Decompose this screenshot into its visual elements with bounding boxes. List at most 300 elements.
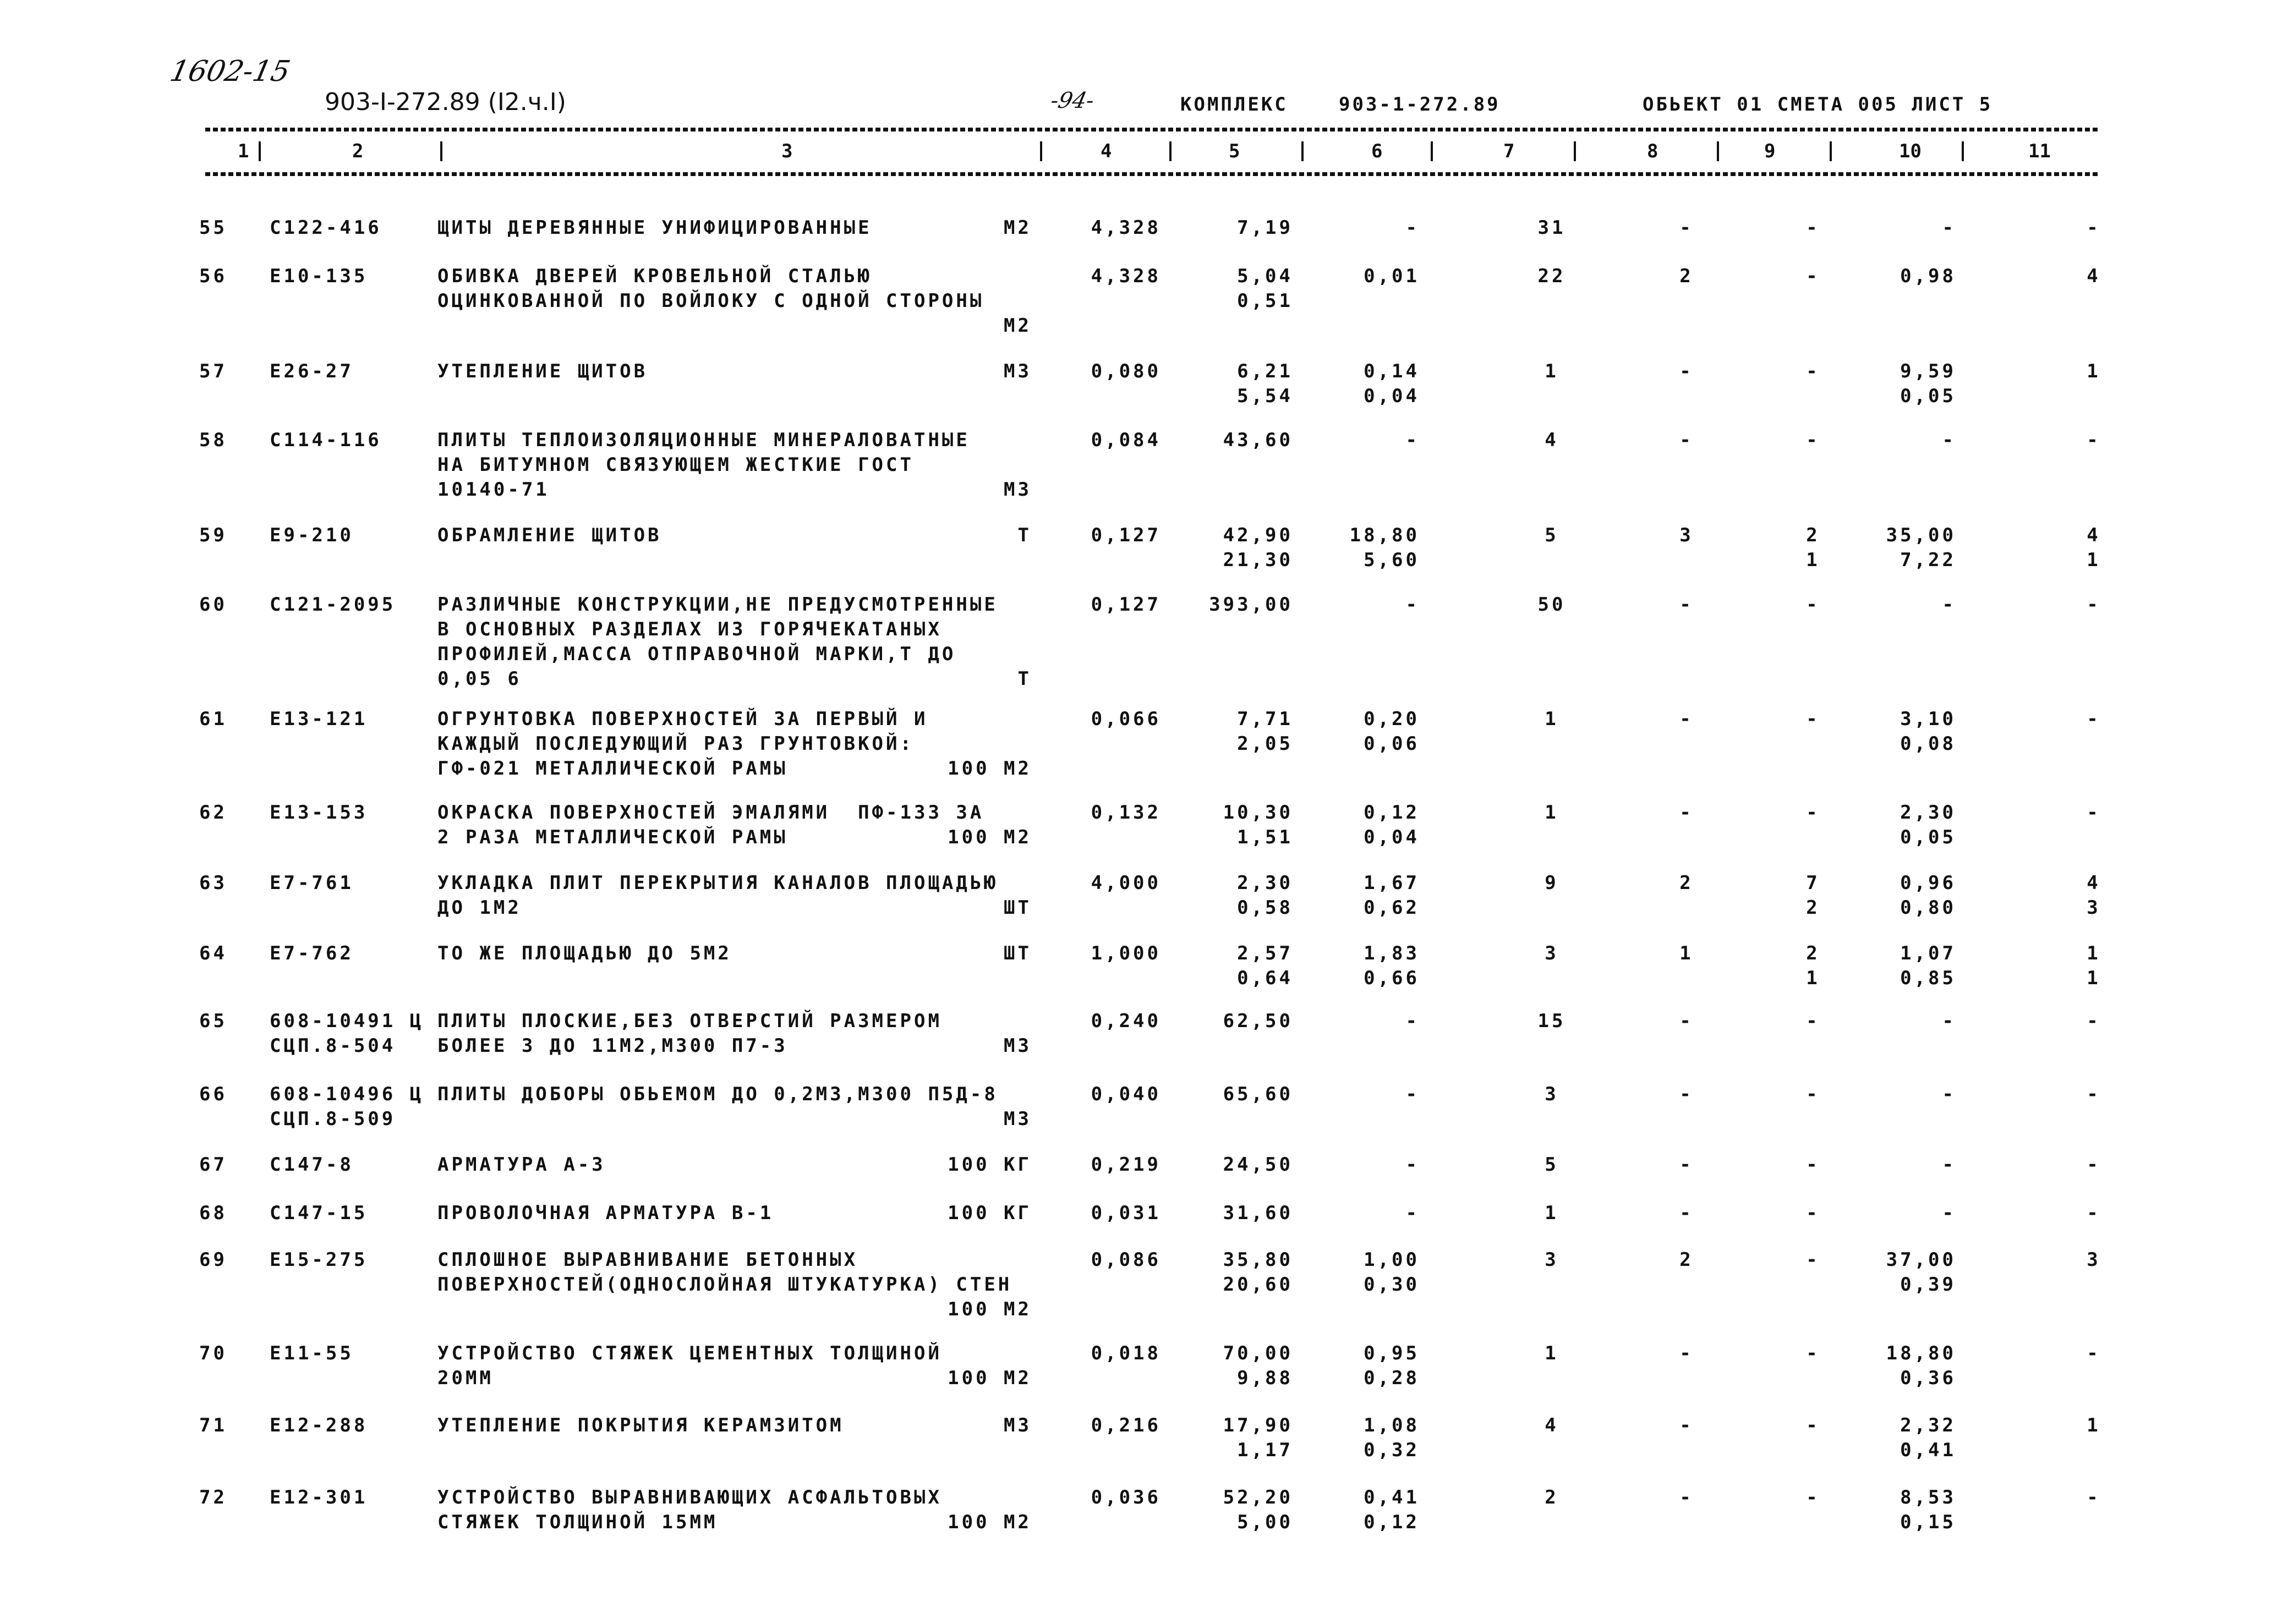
row-number: 67 <box>199 1154 227 1176</box>
unit-cost <box>1189 871 1293 920</box>
machine-cost <box>1321 1153 1420 1177</box>
column-8-value <box>1656 871 1717 896</box>
quantity: 0,018 <box>1091 1342 1161 1364</box>
total-cost: 1 <box>1545 802 1559 824</box>
column-11-value <box>2063 1485 2124 1510</box>
work-description <box>437 800 1032 850</box>
labor-value-line: 1,07 <box>1900 942 1956 964</box>
column-header-4: 4 <box>1101 140 1112 162</box>
unit-of-measure: М3 <box>1004 1414 1032 1436</box>
row-number: 68 <box>199 1202 227 1224</box>
column-header-2: 2 <box>352 140 364 162</box>
column-header-3: 3 <box>781 140 793 162</box>
labor-value-line: 0,15 <box>1900 1511 1956 1533</box>
column-11-value <box>2063 707 2124 732</box>
labor-value-line: - <box>1942 429 1956 451</box>
unit-cost-line: 393,00 <box>1209 594 1293 616</box>
column-8-value <box>1656 1082 1717 1107</box>
machine-cost <box>1321 707 1420 756</box>
column-11-value <box>2063 1153 2124 1177</box>
unit-of-measure: ШТ <box>1004 897 1032 919</box>
object-info: ОБЬЕКТ 01 СМЕТА 005 ЛИСТ 5 <box>1643 94 1993 116</box>
quantity: 4,000 <box>1091 872 1161 894</box>
labor-value-line: 7,22 <box>1900 549 1956 571</box>
labor-value <box>1854 1082 1956 1107</box>
machine-cost-line: 0,04 <box>1364 826 1420 848</box>
machine-cost <box>1321 941 1420 991</box>
rate-code-line: Е7-761 <box>270 872 354 894</box>
column-9-value-line: 2 <box>1806 897 1820 919</box>
unit-of-measure: М3 <box>1004 1035 1032 1057</box>
column-8-value <box>1656 1413 1717 1438</box>
column-8-value <box>1656 941 1717 966</box>
labor-value <box>1854 1413 1956 1463</box>
rate-code-line: Е11-55 <box>270 1342 354 1364</box>
rate-code <box>270 1009 424 1058</box>
quantity: 0,086 <box>1091 1249 1161 1271</box>
column-8-value-line: - <box>1679 1342 1694 1364</box>
labor-value-line: 0,85 <box>1900 967 1956 989</box>
unit-cost <box>1189 800 1293 850</box>
rate-code-line: Е9-210 <box>270 524 354 546</box>
row-number: 57 <box>199 360 227 382</box>
machine-cost <box>1321 871 1420 920</box>
row-number: 63 <box>199 872 227 894</box>
unit-cost-line: 52,20 <box>1223 1486 1293 1508</box>
total-cost: 1 <box>1545 360 1559 382</box>
column-8-value <box>1656 1341 1717 1366</box>
machine-cost <box>1321 1082 1420 1107</box>
column-8-value <box>1656 707 1717 732</box>
row-number: 62 <box>199 802 227 824</box>
row-number: 55 <box>199 217 227 239</box>
labor-value <box>1854 871 1956 920</box>
labor-value <box>1854 941 1956 991</box>
quantity: 0,036 <box>1091 1486 1161 1508</box>
rate-code-line: Е12-288 <box>270 1414 368 1436</box>
column-11-value-line: - <box>2087 1486 2101 1508</box>
labor-value <box>1854 1153 1956 1177</box>
work-description <box>437 359 1032 384</box>
work-description-line: ПРОФИЛЕЙ,МАССА ОТПРАВОЧНОЙ МАРКИ,Т ДО <box>437 643 956 665</box>
rate-code <box>270 941 354 966</box>
row-number: 56 <box>199 265 227 287</box>
row-number: 61 <box>199 708 227 730</box>
column-11-value-line: 1 <box>2087 549 2101 571</box>
column-8-value-line: 1 <box>1679 942 1694 964</box>
column-11-value-line: 4 <box>2087 265 2101 287</box>
machine-cost-line: - <box>1405 1083 1420 1105</box>
rate-code <box>270 264 368 289</box>
column-11-value-line: - <box>2087 1202 2101 1224</box>
labor-value-line: - <box>1942 1154 1956 1176</box>
rate-code <box>270 1082 424 1132</box>
total-cost: 9 <box>1545 872 1559 894</box>
unit-cost <box>1189 264 1293 314</box>
rate-code <box>270 359 354 384</box>
unit-cost <box>1189 1485 1293 1535</box>
column-11-value <box>2063 1082 2124 1107</box>
work-description-line: УСТРОЙСТВО ВЫРАВНИВАЮЩИХ АСФАЛЬТОВЫХ <box>437 1486 942 1508</box>
unit-cost <box>1189 707 1293 756</box>
column-11-value <box>2063 264 2124 289</box>
total-cost: 4 <box>1545 1414 1559 1436</box>
column-9-value-line: - <box>1806 217 1820 239</box>
quantity: 0,080 <box>1091 360 1161 382</box>
column-8-value-line: - <box>1679 429 1694 451</box>
unit-cost <box>1189 1082 1293 1107</box>
machine-cost-line: 0,20 <box>1364 708 1420 730</box>
work-description-line: 20ММ 100 М2 <box>437 1366 1032 1391</box>
labor-value-line: 0,96 <box>1900 872 1956 894</box>
unit-cost-line: 5,04 <box>1237 265 1293 287</box>
column-11-value-line: - <box>2087 217 2101 239</box>
total-cost: 3 <box>1545 1083 1559 1105</box>
machine-cost-line: 0,41 <box>1364 1486 1420 1508</box>
column-8-value-line: 2 <box>1679 265 1694 287</box>
labor-value <box>1854 1248 1956 1297</box>
column-8-value <box>1656 359 1717 384</box>
total-cost: 1 <box>1545 1342 1559 1364</box>
labor-value-line: 35,00 <box>1886 524 1956 546</box>
total-cost: 50 <box>1537 594 1566 616</box>
work-description-line: БОЛЕЕ 3 ДО 11М2,М300 П7-3 М3 <box>437 1034 1032 1058</box>
machine-cost <box>1321 428 1420 453</box>
work-description-line: ПЛИТЫ ТЕПЛОИЗОЛЯЦИОННЫЕ МИНЕРАЛОВАТНЫЕ <box>437 429 970 451</box>
unit-of-measure: 100 М2 <box>948 1511 1032 1533</box>
unit-cost-line: 2,30 <box>1237 872 1293 894</box>
work-description <box>437 871 1032 920</box>
column-11-value <box>2063 941 2124 991</box>
quantity: 0,040 <box>1091 1083 1161 1105</box>
machine-cost-line: 0,62 <box>1364 897 1420 919</box>
column-9-value <box>1783 216 1843 240</box>
work-description <box>437 428 1032 502</box>
column-9-value <box>1783 428 1843 453</box>
column-11-value-line: - <box>2087 1010 2101 1032</box>
work-description <box>437 592 1032 692</box>
rate-code <box>270 871 354 896</box>
column-separator <box>1301 141 1304 161</box>
column-8-value-line: - <box>1679 1010 1694 1032</box>
work-description-line: ПОВЕРХНОСТЕЙ(ОДНОСЛОЙНАЯ ШТУКАТУРКА) СТЕН <box>437 1274 1012 1296</box>
rate-code-line: С121-2095 <box>270 594 396 616</box>
work-description <box>437 1009 1032 1058</box>
column-11-value-line: 1 <box>2087 942 2101 964</box>
rate-code-line: С147-8 <box>270 1154 354 1176</box>
row-number: 60 <box>199 594 227 616</box>
total-cost: 3 <box>1545 942 1559 964</box>
row-number: 59 <box>199 524 227 546</box>
header-divider-top <box>205 128 2100 131</box>
unit-cost-line: 0,51 <box>1237 290 1293 312</box>
machine-cost-line: 0,04 <box>1364 385 1420 407</box>
quantity: 0,132 <box>1091 802 1161 824</box>
machine-cost-line: 0,30 <box>1364 1274 1420 1296</box>
total-cost: 1 <box>1545 708 1559 730</box>
column-9-value <box>1783 800 1843 825</box>
total-cost: 2 <box>1545 1486 1559 1508</box>
work-description-line: СПЛОШНОЕ ВЫРАВНИВАНИЕ БЕТОННЫХ <box>437 1249 858 1271</box>
column-9-value <box>1783 1082 1843 1107</box>
unit-cost <box>1189 941 1293 991</box>
column-8-value <box>1656 1201 1717 1226</box>
work-description-line: 0,05 6 Т <box>437 667 1032 692</box>
labor-value <box>1854 428 1956 453</box>
labor-value-line: 9,59 <box>1900 360 1956 382</box>
unit-of-measure: Т <box>1017 524 1032 546</box>
unit-cost-line: 5,00 <box>1237 1511 1293 1533</box>
unit-of-measure: М3 <box>1004 1108 1032 1130</box>
rate-code-line: С114-116 <box>270 429 382 451</box>
work-description-line: ПЛИТЫ ПЛОСКИЕ,БЕЗ ОТВЕРСТИЙ РАЗМЕРОМ <box>437 1010 942 1032</box>
column-11-value-line: 4 <box>2087 524 2101 546</box>
column-8-value-line: 3 <box>1679 524 1694 546</box>
machine-cost-line: - <box>1405 1010 1420 1032</box>
machine-cost <box>1321 1201 1420 1226</box>
column-9-value-line: - <box>1806 360 1820 382</box>
column-11-value <box>2063 523 2124 573</box>
column-8-value-line: - <box>1679 1154 1694 1176</box>
quantity: 4,328 <box>1091 265 1161 287</box>
work-description <box>437 707 1032 781</box>
quantity: 0,127 <box>1091 594 1161 616</box>
unit-cost <box>1189 1413 1293 1463</box>
column-11-value-line: - <box>2087 802 2101 824</box>
machine-cost <box>1321 800 1420 850</box>
machine-cost <box>1321 592 1420 617</box>
work-description-line <box>437 1107 1032 1132</box>
unit-cost <box>1189 1341 1293 1391</box>
work-description <box>437 1082 1032 1132</box>
column-9-value-line: - <box>1806 265 1820 287</box>
unit-of-measure: 100 КГ <box>948 1202 1032 1224</box>
column-11-value <box>2063 1413 2124 1438</box>
quantity: 0,031 <box>1091 1202 1161 1224</box>
quantity: 4,328 <box>1091 217 1161 239</box>
column-9-value-line: - <box>1806 1249 1820 1271</box>
column-9-value <box>1783 707 1843 732</box>
column-8-value <box>1656 264 1717 289</box>
labor-value <box>1854 1485 1956 1535</box>
column-8-value-line: - <box>1679 360 1694 382</box>
unit-cost-line: 0,64 <box>1237 967 1293 989</box>
column-header-10: 10 <box>1899 140 1922 162</box>
column-11-value <box>2063 1248 2124 1272</box>
complex-label: КОМПЛЕКС <box>1180 94 1288 116</box>
machine-cost-line: - <box>1405 594 1420 616</box>
quantity: 0,066 <box>1091 708 1161 730</box>
unit-of-measure: 100 М2 <box>948 826 1032 848</box>
unit-cost-line: 1,51 <box>1237 826 1293 848</box>
work-description <box>437 1413 1032 1438</box>
machine-cost-line: 0,28 <box>1364 1367 1420 1389</box>
work-description <box>437 264 1032 338</box>
labor-value <box>1854 1009 1956 1034</box>
document-code: 903-I-272.89 (I2.ч.I) <box>325 88 566 116</box>
column-8-value-line: - <box>1679 217 1694 239</box>
rate-code-line: Е10-135 <box>270 265 368 287</box>
unit-cost-line: 42,90 <box>1223 524 1293 546</box>
work-description-line: ОКРАСКА ПОВЕРХНОСТЕЙ ЭМАЛЯМИ ПФ-133 ЗА <box>437 802 984 824</box>
row-number: 72 <box>199 1486 227 1508</box>
column-11-value-line: 1 <box>2087 1414 2101 1436</box>
work-description <box>437 1248 1032 1322</box>
column-8-value-line: - <box>1679 708 1694 730</box>
work-description-line: УТЕПЛЕНИЕ ЩИТОВ М3 <box>437 359 1032 384</box>
column-8-value <box>1656 428 1717 453</box>
rate-code-line: 608-10491 Ц <box>270 1010 424 1032</box>
unit-of-measure: 100 М2 <box>948 1367 1032 1389</box>
labor-value <box>1854 1201 1956 1226</box>
column-9-value <box>1783 592 1843 617</box>
labor-value-line: - <box>1942 594 1956 616</box>
header-divider-bottom <box>205 172 2100 176</box>
column-header-8: 8 <box>1647 140 1658 162</box>
column-8-value <box>1656 1485 1717 1510</box>
unit-cost-line: 9,88 <box>1237 1367 1293 1389</box>
column-11-value-line: - <box>2087 594 2101 616</box>
machine-cost-line: 0,12 <box>1364 1511 1420 1533</box>
work-description-line: ОБРАМЛЕНИЕ ЩИТОВ Т <box>437 523 1032 548</box>
column-9-value-line: 1 <box>1806 967 1820 989</box>
column-9-value-line: - <box>1806 1486 1820 1508</box>
work-description-line: ДО 1М2 ШТ <box>437 896 1032 920</box>
quantity: 0,084 <box>1091 429 1161 451</box>
machine-cost <box>1321 1413 1420 1463</box>
labor-value-line: 2,30 <box>1900 802 1956 824</box>
machine-cost-line: 0,14 <box>1364 360 1420 382</box>
column-8-value-line: 2 <box>1679 1249 1694 1271</box>
column-separator <box>1830 141 1832 161</box>
labor-value <box>1854 592 1956 617</box>
unit-cost-line: 7,71 <box>1237 708 1293 730</box>
machine-cost <box>1321 1248 1420 1297</box>
row-number: 64 <box>199 942 227 964</box>
row-number: 65 <box>199 1010 227 1032</box>
unit-cost-line: 20,60 <box>1223 1274 1293 1296</box>
row-number: 71 <box>199 1414 227 1436</box>
labor-value-line: 37,00 <box>1886 1249 1956 1271</box>
column-9-value-line: 7 <box>1806 872 1820 894</box>
work-description-line: ПЛИТЫ ДОБОРЫ ОБЬЕМОМ ДО 0,2М3,М300 П5Д-8 <box>437 1083 998 1105</box>
work-description-line: УСТРОЙСТВО СТЯЖЕК ЦЕМЕНТНЫХ ТОЛЩИНОЙ <box>437 1342 942 1364</box>
work-description <box>437 1201 1032 1226</box>
column-8-value <box>1656 592 1717 617</box>
column-8-value <box>1656 1248 1717 1272</box>
unit-cost-line: 62,50 <box>1223 1010 1293 1032</box>
work-description <box>437 1485 1032 1535</box>
rate-code <box>270 1341 354 1366</box>
machine-cost-line: 1,08 <box>1364 1414 1420 1436</box>
work-description <box>437 523 1032 548</box>
labor-value-line: 0,36 <box>1900 1367 1956 1389</box>
labor-value-line: 8,53 <box>1900 1486 1956 1508</box>
column-8-value <box>1656 523 1717 548</box>
unit-cost-line: 5,54 <box>1237 385 1293 407</box>
machine-cost-line: 0,95 <box>1364 1342 1420 1364</box>
machine-cost <box>1321 216 1420 240</box>
column-9-value <box>1783 1248 1843 1272</box>
labor-value-line: 0,80 <box>1900 897 1956 919</box>
column-9-value-line: - <box>1806 1202 1820 1224</box>
unit-cost-line: 65,60 <box>1223 1083 1293 1105</box>
unit-cost-line: 10,30 <box>1223 802 1293 824</box>
work-description-line: ОГРУНТОВКА ПОВЕРХНОСТЕЙ ЗА ПЕРВЫЙ И <box>437 708 928 730</box>
machine-cost-line: - <box>1405 1202 1420 1224</box>
column-9-value <box>1783 359 1843 384</box>
column-8-value <box>1656 1153 1717 1177</box>
column-9-value-line: 2 <box>1806 942 1820 964</box>
column-11-value <box>2063 1201 2124 1226</box>
work-description-line: В ОСНОВНЫХ РАЗДЕЛАХ ИЗ ГОРЯЧЕКАТАНЫХ <box>437 618 942 640</box>
unit-cost-line: 0,58 <box>1237 897 1293 919</box>
work-description-line: 2 РАЗА МЕТАЛЛИЧЕСКОЙ РАМЫ 100 М2 <box>437 825 1032 850</box>
column-8-value <box>1656 1009 1717 1034</box>
total-cost: 15 <box>1537 1010 1566 1032</box>
row-number: 69 <box>199 1249 227 1271</box>
column-header-11: 11 <box>2028 140 2051 162</box>
rate-code-line: СЦП.8-504 <box>270 1035 396 1057</box>
total-cost: 5 <box>1545 1154 1559 1176</box>
work-description-line: АРМАТУРА А-3 100 КГ <box>437 1153 1032 1177</box>
column-header-6: 6 <box>1371 140 1383 162</box>
machine-cost-line: 0,32 <box>1364 1439 1420 1461</box>
column-header-7: 7 <box>1503 140 1515 162</box>
column-9-value <box>1783 1413 1843 1438</box>
column-9-value-line: 2 <box>1806 524 1820 546</box>
labor-value-line: 2,32 <box>1900 1414 1956 1436</box>
column-9-value <box>1783 941 1843 991</box>
unit-of-measure: М2 <box>1004 217 1032 239</box>
unit-cost-line: 1,17 <box>1237 1439 1293 1461</box>
machine-cost <box>1321 1485 1420 1535</box>
column-9-value-line: - <box>1806 1414 1820 1436</box>
machine-cost-line: 1,83 <box>1364 942 1420 964</box>
machine-cost-line: 1,00 <box>1364 1249 1420 1271</box>
page-number: -94- <box>1048 88 1097 113</box>
rate-code-line: Е12-301 <box>270 1486 368 1508</box>
work-description-line: ГФ-021 МЕТАЛЛИЧЕСКОЙ РАМЫ 100 М2 <box>437 756 1032 781</box>
unit-cost-line: 43,60 <box>1223 429 1293 451</box>
column-header-5: 5 <box>1229 140 1240 162</box>
column-8-value-line: 2 <box>1679 872 1694 894</box>
labor-value-line: 3,10 <box>1900 708 1956 730</box>
column-11-value-line: - <box>2087 1342 2101 1364</box>
unit-cost <box>1189 523 1293 573</box>
column-9-value-line: - <box>1806 594 1820 616</box>
column-9-value <box>1783 1153 1843 1177</box>
work-description-line <box>437 1297 1032 1322</box>
column-separator <box>259 141 261 161</box>
column-9-value <box>1783 1341 1843 1366</box>
machine-cost <box>1321 1009 1420 1034</box>
column-11-value-line: 3 <box>2087 897 2101 919</box>
unit-cost <box>1189 1248 1293 1297</box>
work-description-line: РАЗЛИЧНЫЕ КОНСТРУКЦИИ,НЕ ПРЕДУСМОТРЕННЫЕ <box>437 594 998 616</box>
column-9-value <box>1783 1009 1843 1034</box>
column-separator <box>1717 141 1719 161</box>
unit-cost <box>1189 592 1293 617</box>
work-description-line: СТЯЖЕК ТОЛЩИНОЙ 15ММ 100 М2 <box>437 1510 1032 1535</box>
column-8-value-line: - <box>1679 1486 1694 1508</box>
column-9-value <box>1783 871 1843 920</box>
rate-code-line: 608-10496 Ц <box>270 1083 424 1105</box>
column-11-value-line: - <box>2087 1154 2101 1176</box>
column-header-1: 1 <box>238 140 249 162</box>
column-11-value-line: - <box>2087 1083 2101 1105</box>
machine-cost <box>1321 359 1420 409</box>
